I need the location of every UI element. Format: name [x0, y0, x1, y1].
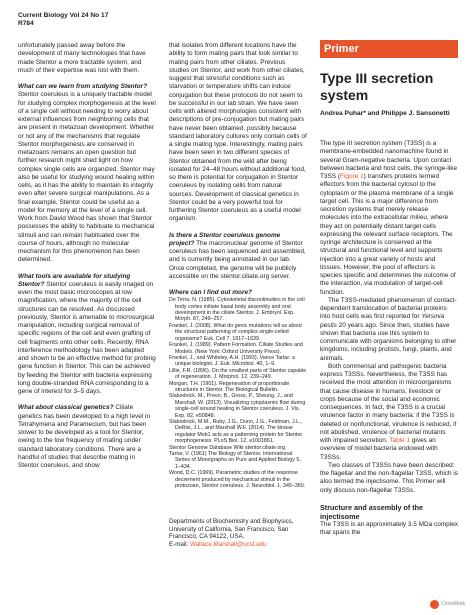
- crossmark-icon: [430, 600, 439, 609]
- journal-citation: Current Biology Vol 24 No 17: [18, 12, 109, 19]
- reference-item: Frankel, J. (2008). What do genic mutations tell us about the structural patterning of complex single-celled organisms? Euk. Cell 7, 1617–1639.: [169, 322, 302, 342]
- paragraph: What about classical genetics? Ciliate genetics has been developed to a high level in Tetrahymena and Paramecium, but has been slower to be developed as a tool for Stentor, owing to the low frequency of mating under standard laboratory conditions. There are a handful of studies that describe mating in Stentor coeruleus, and show: [18, 404, 151, 469]
- affiliation-line: Departments of Biochemistry and Biophysics,: [169, 518, 294, 525]
- reference-item: Wood, D.C. (1969). Parametric studies of the response decrement produced by mechanical stimuli in the protozoan, Stentor coeruleus. J. Neurobiol. 1, 345–360.: [169, 470, 306, 490]
- reference-item: Slabodnick, M., Prevo, B., Gross, P., Sheung, J., and Marshall, W. (2013). Visualizing cytoplasmic flow during single-cell wound healing in Stentor coeruleus. J. Vis. Exp. 82, e50848.: [169, 393, 306, 419]
- page-number: R784: [18, 20, 34, 27]
- section-heading: Structure and assembly of the injectisome: [320, 502, 424, 521]
- paragraph: What tools are available for studying Stentor? Stentor coeruleus is easily imaged on even the most basic microscopes at low magnification, where the majority of the cell structures can be resolved. As discussed previously, Stentor is amenable to microsurgical manipulation, including surgical removal of specific regions of the cell and even grafting of cell fragments onto other cells. Recently, RNA interference methodology has been adapted and shown to be an effective method for probing gene function in Stentor. This can be achieved by feeding the Stentor with bacteria expressing long double-stranded RNA corresponding to a gene of interest for 3–5 days.: [18, 272, 156, 395]
- column-right: [320, 140, 458, 537]
- affiliation-line: Francisco, CA 94122, USA.: [169, 533, 245, 541]
- paragraph: Two classes of T3SSs have been described: the flagellar and the non-flagellar T3SS, which is also termed the injectisome. This Primer will only discuss non-flagellar T3SSs.: [320, 461, 459, 494]
- paragraph: The T3SS-mediated phenomenon of contact-dependent translocation of bacterial proteins into host cells was first reported for Yersinia pestis 20 years ago. Since then, studies have shown that bacteria use this system to communicate with organisms belonging to other kingdoms, including protists, fungi, plants, and animals.: [320, 296, 457, 362]
- paragraph: What can we learn from studying Stentor? Stentor coeruleus is a uniquely tractable model for studying complex morphogenesis at the level of a single cell without needing to worry about external influences from neighboring cells that are present in metazoan development. Whether or not any of the mechanisms that regulate Stentor morphogenesis are conserved in metazoans remains an open question but further research might shed light on how complex single cells are organized. Stentor may also be useful for studying wound healing within cells, as it has the ability to maintain its integrity even after severe surgical manipulations. As a final example, Stentor could be useful as a model for memory at the level of a single cell. Work from David Wood has shown that Stentor possesses the ability to habituate to mechanical stimuli and can remain habituated over the course of hours, although no molecular mechanism for this phenomenon has been determined.: [18, 83, 156, 264]
- section-question: What about classical genetics?: [18, 404, 114, 412]
- reference-item: Frankel, J. (1989). Pattern Formation. Ciliate Studies and Models. (New York: Oxford University Press).: [169, 342, 303, 355]
- primer-banner: Primer: [320, 40, 458, 58]
- affiliation-line: University of California, San Francisco, San: [169, 525, 289, 533]
- paragraph: The T3SS is an approximately 3.5 MDa complex that spans the: [320, 520, 458, 536]
- column-left: [18, 42, 156, 470]
- reference-item: De Terra, N. (1985). Cytoskeletal discontinuities in the cell body cortex initiate basal body assembly and oral development in the ciliate Stentor. J. Embryol. Exp. Morph. 87, 249–257.: [169, 297, 305, 323]
- reference-item: Stentor Genome Database Wiki stentor.ciliate.org.: [169, 444, 287, 451]
- running-header: [18, 12, 108, 28]
- crossmark-badge[interactable]: [430, 598, 466, 610]
- reference-item: Slabodnick, M.M., Ruby, J.G., Dunn, J.G., Feldman, J.L., DeRisi, J.L., and Marshall W.F. (2014). The kinase regulator Mob1 acts as a patterning protein for Stentor morphogenesis. PLoS Biol. 12, e1001861.: [169, 418, 303, 445]
- author-affiliation: [169, 518, 309, 548]
- figure-link[interactable]: Figure 1: [340, 173, 364, 180]
- paragraph: The type III secretion system (T3SS) is a membrane-embedded nanomachine found in several Gram-negative bacteria. Upon contact between bacteria and host cells, the syringe-like T3SS (Figure 1) transfers proteins termed effectors from the bacterial cytosol to the cytoplasm or the plasma membrane of a single target cell. This is a major difference from secretion systems that merely release molecules into the extracellular milieu, where they act on potentially distant target cells expressing the relevant surface receptors. The syringe architecture is conserved at the structural and functional level and supports injection into a great variety of hosts and tissues. However, the pool of effectors is species specific and determines the outcome of the interaction, via modulation of target-cell function.: [320, 140, 458, 296]
- email-link[interactable]: Wallace.Marshall@ucsf.edu: [189, 540, 267, 548]
- reference-item: Frankel, J., and Whiteley, A.H. (1993). Vance Tartar: a unique biologist. J. Euk. Microbiol. 40, 1–9.: [169, 354, 296, 368]
- section-question: Is there a Stentor coeruleus genome project?: [169, 231, 281, 247]
- column-middle: [169, 42, 307, 489]
- section-question: What can we learn from studying Stentor?: [18, 83, 148, 90]
- reference-list: [169, 297, 307, 489]
- table-link[interactable]: Table 1: [389, 437, 411, 444]
- section-question: What tools are available for studying Stentor?: [18, 272, 131, 288]
- paragraph: unfortunately passed away before the development of many technologies that have made Stentor a more tractable system, and much of their expertise was lost with them.: [18, 42, 146, 74]
- article-authors: Andrea Puhar* and Philippe J. Sansonetti: [320, 110, 450, 117]
- section-question: Where can I find out more?: [169, 289, 252, 296]
- reference-item: Tartar, V. (1961) The Biology of Stentor. International Series of Monographs on Pure and Applied Biology 5, 1–434.: [169, 451, 301, 470]
- article-title: Type III secretion system: [320, 70, 434, 103]
- crossmark-label: CrossMark: [441, 601, 466, 607]
- paragraph: Is there a Stentor coeruleus genome project? The macronuclear genome of Stentor coeruleus has been sequenced and assembled, and is currently being annotated in our lab. Once completed, the genome will be publicly accessible on the stentor.ciliate.org server.: [169, 231, 306, 280]
- email-line: E-mail: Wallace.Marshall@ucsf.edu: [169, 540, 267, 548]
- reference-item: Morgan, T.H. (1901). Regeneration of proportionate structures in Stentor. The Biological Bulletin.: [169, 380, 290, 393]
- reference-item: Lillie, F.R. (1896). On the smallest parts of Stentor capable of regeneration. J. Morphol. 12, 239–249.: [169, 367, 307, 381]
- paragraph: Both commensal and pathogenic bacteria express T3SSs. Nevertheless, the T3SS has received the most attention in microorganisms that cause disease in humans, livestock or crops because of the social and economic consequences. In fact, the T3SS is a crucial virulence factor in many bacteria: if the T3SS is deleted or nonfunctional, virulence is reduced, if not abolished, virulence of bacterial mutants with impaired secretion. Table 1 gives an overview of model bacteria endowed with T3SSs.: [320, 362, 457, 461]
- paragraph: that isolates from different locations have the ability to form mating pairs that look similar to mating pairs from other ciliates. Previous studies on Stentor, and work from other ciliates, suggest that stressful conditions such as starvation or temperature shifts can induce conjugation but these protocols do not seem to be successful in our lab strain. We have seen cells with altered morphologies consistent with descriptions of pre-conjugation but mating pairs have never been obtained, possibly because standard laboratory cultures only contain cells of a single mating type. Interestingly, mating pairs have been seen in two different species of Stentor obtained from the wild after being isolated for 24–48 hours without additional food, so there is potential for conjugation in Stentor coeruleus by isolating cells from natural sources. Development of classical genetics in Stentor could be a very powerful tool for furthering Stentor coeruleus as a useful model organism.: [169, 42, 307, 223]
